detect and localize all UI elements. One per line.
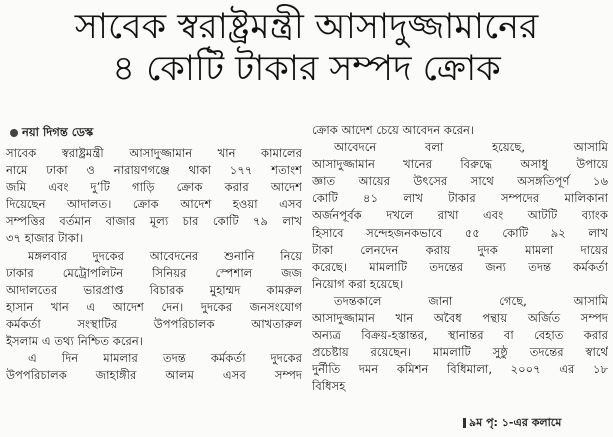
- left-line-2: নামে ঢাকা ও নারায়ণগঞ্জে থাকা ১৭৭ শতাংশ: [6, 163, 302, 178]
- right-line-8: টাকা লেনদেন করায় দুদক মামলা দায়ের: [312, 242, 608, 257]
- left-line-14: উপপরিচালক জাহাঙ্গীর আলম এসব সম্পদ: [6, 368, 302, 383]
- right-line-5: কোটি ৪১ লাখ টাকার সম্পদের মালিকানা: [312, 191, 608, 206]
- continued-text: ৯ম পৃ: ১-এর কলামে: [469, 416, 562, 429]
- right-line-1: ক্রোক আদেশ চেয়ে আবেদন করেন।: [312, 123, 475, 137]
- left-line-11: কর্মকর্তা সংস্থাটির উপপরিচালক আখতারুল: [6, 316, 302, 331]
- right-line-15: দুর্নীতি দমন কমিশন বিধিমালা, ২০০৭ এর ১৮: [312, 362, 608, 377]
- headline-line-2: ৪ কোটি টাকার সম্পদ ক্রোক: [112, 49, 501, 89]
- left-line-5: সম্পত্তির বর্তমান বাজার মূল্য চার কোটি ৭৯ লাখ: [6, 214, 302, 229]
- right-line-3: আসাদুজ্জামান খানের বিরুদ্ধে অসাধু উপায়ে: [312, 157, 608, 172]
- right-line-14: প্রচেষ্টায় রয়েছেন। মামলাটি সুষ্ঠু তদন্তের স্বার্থে: [312, 345, 608, 360]
- right-line-10: নিয়োগ করা হয়েছে।: [312, 276, 404, 291]
- headline: [0, 6, 613, 90]
- left-line-3: জমি এবং দু’টি গাড়ি ক্রোক করার আদেশ: [6, 180, 302, 195]
- left-line-7: মঙ্গলবার দুদকের আবেদনের শুনানি নিয়ে: [28, 248, 302, 263]
- right-line-6: অর্জনপূর্বক দখলে রাখা এবং আটটি ব্যাংক: [312, 208, 608, 223]
- left-line-10: হাসান খান এ আদেশ দেন। দুদকের জনসংযোগ: [6, 299, 302, 314]
- right-line-4: জ্ঞাত আয়ের উৎসের সাথে অসঙ্গতিপূর্ণ ১৬: [312, 174, 608, 189]
- marker-icon: [463, 418, 466, 428]
- left-line-4: দিয়েছেন আদালত। ক্রোক আদেশ হওয়া এসব: [6, 197, 302, 212]
- left-line-6: ৩৭ হাজার টাকা।: [6, 231, 84, 246]
- byline: [10, 124, 93, 143]
- right-line-2: আবেদনে বলা হয়েছে, আসামি: [334, 140, 608, 155]
- left-column: [6, 145, 302, 384]
- left-line-8: ঢাকার মেট্রোপলিটন সিনিয়র স্পেশাল জজ: [6, 265, 302, 280]
- left-line-13: এ দিন মামলার তদন্ত কর্মকর্তা দুদকের: [28, 351, 302, 366]
- right-line-9: করেছে। মামলাটি তদন্তের জন্য তদন্ত কর্মকর্তা: [312, 259, 608, 274]
- headline-line-1: সাবেক স্বরাষ্ট্রমন্ত্রী আসাদুজ্জামানের: [74, 7, 539, 47]
- right-line-16: বিধিসহ: [312, 379, 346, 394]
- right-line-12: আসাদুজ্জামান খান অবৈধ পন্থায় অর্জিত সম্পদ: [312, 311, 608, 326]
- bullet-icon: [10, 129, 18, 137]
- continued-note: [463, 414, 561, 433]
- right-line-7: হিসাবে সন্দেহজনকভাবে ৫৫ কোটি ৯২ লাখ: [312, 225, 608, 240]
- left-line-9: আদালতের ভারপ্রাপ্ত বিচারক মুহাম্মদ কামরুল: [6, 282, 302, 297]
- left-line-1: সাবেক স্বরাষ্ট্রমন্ত্রী আসাদুজ্জামান খান কামালের: [6, 146, 302, 160]
- byline-text: নয়া দিগন্ত ডেস্ক: [22, 125, 94, 139]
- left-line-12: ইসলাম এ তথ্য নিশ্চিত করেন।: [6, 334, 143, 349]
- right-line-11: তদন্তকালে জানা গেছে, আসামি: [334, 293, 608, 308]
- right-line-13: অন্যত্র বিক্রয়-হস্তান্তর, স্থানান্তর বা বেহাত করার: [312, 328, 608, 343]
- right-column: [312, 122, 608, 396]
